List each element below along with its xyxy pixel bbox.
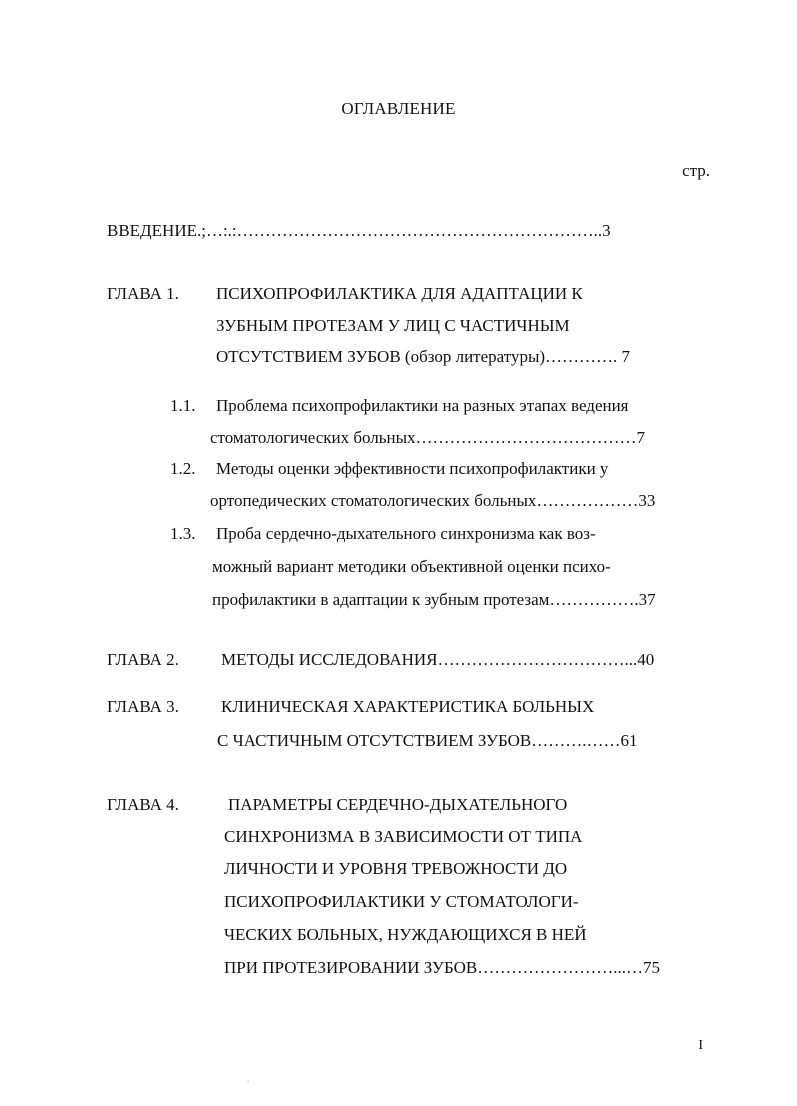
chapter-3-label: ГЛАВА 3. [107,697,179,716]
section-1-1-line-2: стоматологических больных…………………………………7 [210,428,646,447]
section-1-1-number: 1.1. [170,396,196,415]
toc-entry-intro-page: 3 [602,221,611,240]
chapter-4-title-line-6: ПРИ ПРОТЕЗИРОВАНИИ ЗУБОВ……………………...…75 [224,958,660,977]
section-1-3-line-3: профилактики в адаптации к зубным протезам…………….37 [212,590,656,609]
section-1-1-line-1: Проблема психопрофилактики на разных этапах ведения [216,396,629,415]
section-1-3-line-1: Проба сердечно-дыхательного синхронизма как воз- [216,524,596,543]
toc-entry-intro-text: ВВЕДЕНИЕ. [107,221,202,240]
toc-entry-intro [107,221,611,241]
chapter-4-title-line-5: ЧЕСКИХ БОЛЬНЫХ, НУЖДАЮЩИХСЯ В НЕЙ [224,925,587,944]
chapter-1-title-line-2: ЗУБНЫМ ПРОТЕЗАМ У ЛИЦ С ЧАСТИЧНЫМ [216,316,570,335]
chapter-3-title-line-1: КЛИНИЧЕСКАЯ ХАРАКТЕРИСТИКА БОЛЬНЫХ [221,697,595,716]
document-title: ОГЛАВЛЕНИЕ [341,99,456,118]
chapter-1-label: ГЛАВА 1. [107,284,179,303]
chapter-2-label: ГЛАВА 2. [107,650,179,669]
chapter-4-title-line-3: ЛИЧНОСТИ И УРОВНЯ ТРЕВОЖНОСТИ ДО [224,859,568,878]
chapter-1-title-line-1: ПСИХОПРОФИЛАКТИКА ДЛЯ АДАПТАЦИИ К [216,284,583,303]
chapter-4-label: ГЛАВА 4. [107,795,179,814]
page-column-label: стр. [682,161,710,180]
chapter-3-title-line-2: С ЧАСТИЧНЫМ ОТСУТСТВИЕМ ЗУБОВ……….……61 [217,731,638,750]
chapter-1-title-line-3: ОТСУТСТВИЕМ ЗУБОВ (обзор литературы)…………. 7 [216,347,631,366]
chapter-2-title-line-1: МЕТОДЫ ИССЛЕДОВАНИЯ……………………………...40 [221,650,655,669]
chapter-4-title-line-1: ПАРАМЕТРЫ СЕРДЕЧНО-ДЫХАТЕЛЬНОГО [228,795,568,814]
section-1-3-number: 1.3. [170,524,196,543]
section-1-3-line-2: можный вариант методики объективной оценки психо- [212,557,611,576]
scan-speck: . [247,1074,250,1084]
section-1-2-number: 1.2. [170,459,196,478]
section-1-2-line-2: ортопедических стоматологических больных………………33 [210,491,656,510]
section-1-2-line-1: Методы оценки эффективности психопрофилактики у [216,459,609,478]
page-number: I [698,1038,703,1053]
toc-entry-intro-leader: ;…:.:……………………………………………………….. [201,221,603,240]
chapter-4-title-line-2: СИНХРОНИЗМА В ЗАВИСИМОСТИ ОТ ТИПА [224,827,583,846]
chapter-4-title-line-4: ПСИХОПРОФИЛАКТИКИ У СТОМАТОЛОГИ- [224,892,579,911]
